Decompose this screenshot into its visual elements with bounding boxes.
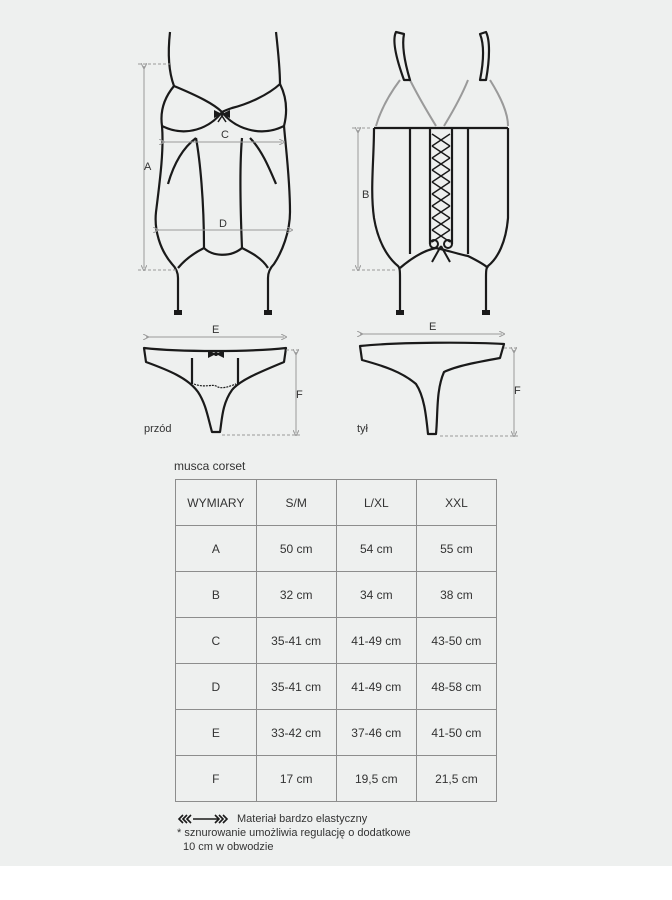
table-row xyxy=(176,664,497,710)
notes xyxy=(177,812,411,854)
header-cell: WYMIARY xyxy=(176,480,257,526)
garter-clip-icon xyxy=(482,310,490,315)
table-title: musca corset xyxy=(174,459,246,473)
table-cell: 33-42 cm xyxy=(256,710,336,756)
bottom-band xyxy=(0,866,672,900)
garter-clip-icon xyxy=(396,310,404,315)
table-row xyxy=(176,618,497,664)
front-thong-drawing xyxy=(144,348,286,432)
dim-label-d: D xyxy=(219,218,227,230)
table-row xyxy=(176,710,497,756)
table-header-row xyxy=(176,480,497,526)
row-label: B xyxy=(176,572,257,618)
table-cell: 48-58 cm xyxy=(416,664,496,710)
back-straps-drawing xyxy=(376,80,508,126)
table-cell: 54 cm xyxy=(336,526,416,572)
dim-label-b: B xyxy=(362,189,370,201)
row-label: F xyxy=(176,756,257,802)
dim-label-f-front: F xyxy=(296,389,303,401)
table-row xyxy=(176,526,497,572)
dim-label-e-back: E xyxy=(429,321,437,333)
table-cell: 19,5 cm xyxy=(336,756,416,802)
table-cell: 43-50 cm xyxy=(416,618,496,664)
row-label: A xyxy=(176,526,257,572)
table-cell: 34 cm xyxy=(336,572,416,618)
stretch-icon xyxy=(177,813,229,825)
table-cell: 37-46 cm xyxy=(336,710,416,756)
table-cell: 38 cm xyxy=(416,572,496,618)
header-cell: L/XL xyxy=(336,480,416,526)
table-cell: 41-49 cm xyxy=(336,664,416,710)
back-thong-drawing xyxy=(360,343,504,434)
table-cell: 17 cm xyxy=(256,756,336,802)
front-caption: przód xyxy=(144,423,172,435)
table-cell: 55 cm xyxy=(416,526,496,572)
material-note: Materiał bardzo elastyczny xyxy=(237,813,368,825)
table-cell: 21,5 cm xyxy=(416,756,496,802)
dim-label-c: C xyxy=(221,129,229,141)
size-table xyxy=(175,479,497,802)
header-cell: S/M xyxy=(256,480,336,526)
row-label: E xyxy=(176,710,257,756)
table-cell: 32 cm xyxy=(256,572,336,618)
garter-clip-icon xyxy=(174,310,182,315)
table-cell: 50 cm xyxy=(256,526,336,572)
table-row xyxy=(176,756,497,802)
table-row xyxy=(176,572,497,618)
garter-clip-icon xyxy=(264,310,272,315)
row-label: C xyxy=(176,618,257,664)
dim-label-e-front: E xyxy=(212,324,220,336)
lacing-note-line1: * sznurowanie umożliwia regulację o dodatkowe xyxy=(177,827,411,839)
lacing-note-line2: 10 cm w obwodzie xyxy=(183,841,274,853)
row-label: D xyxy=(176,664,257,710)
back-caption: tył xyxy=(357,423,368,435)
dim-label-f-back: F xyxy=(514,385,521,397)
lacing-pattern xyxy=(432,134,450,242)
table-cell: 35-41 cm xyxy=(256,618,336,664)
table-cell: 35-41 cm xyxy=(256,664,336,710)
dim-label-a-front: A xyxy=(144,161,152,173)
header-cell: XXL xyxy=(416,480,496,526)
table-cell: 41-49 cm xyxy=(336,618,416,664)
table-cell: 41-50 cm xyxy=(416,710,496,756)
